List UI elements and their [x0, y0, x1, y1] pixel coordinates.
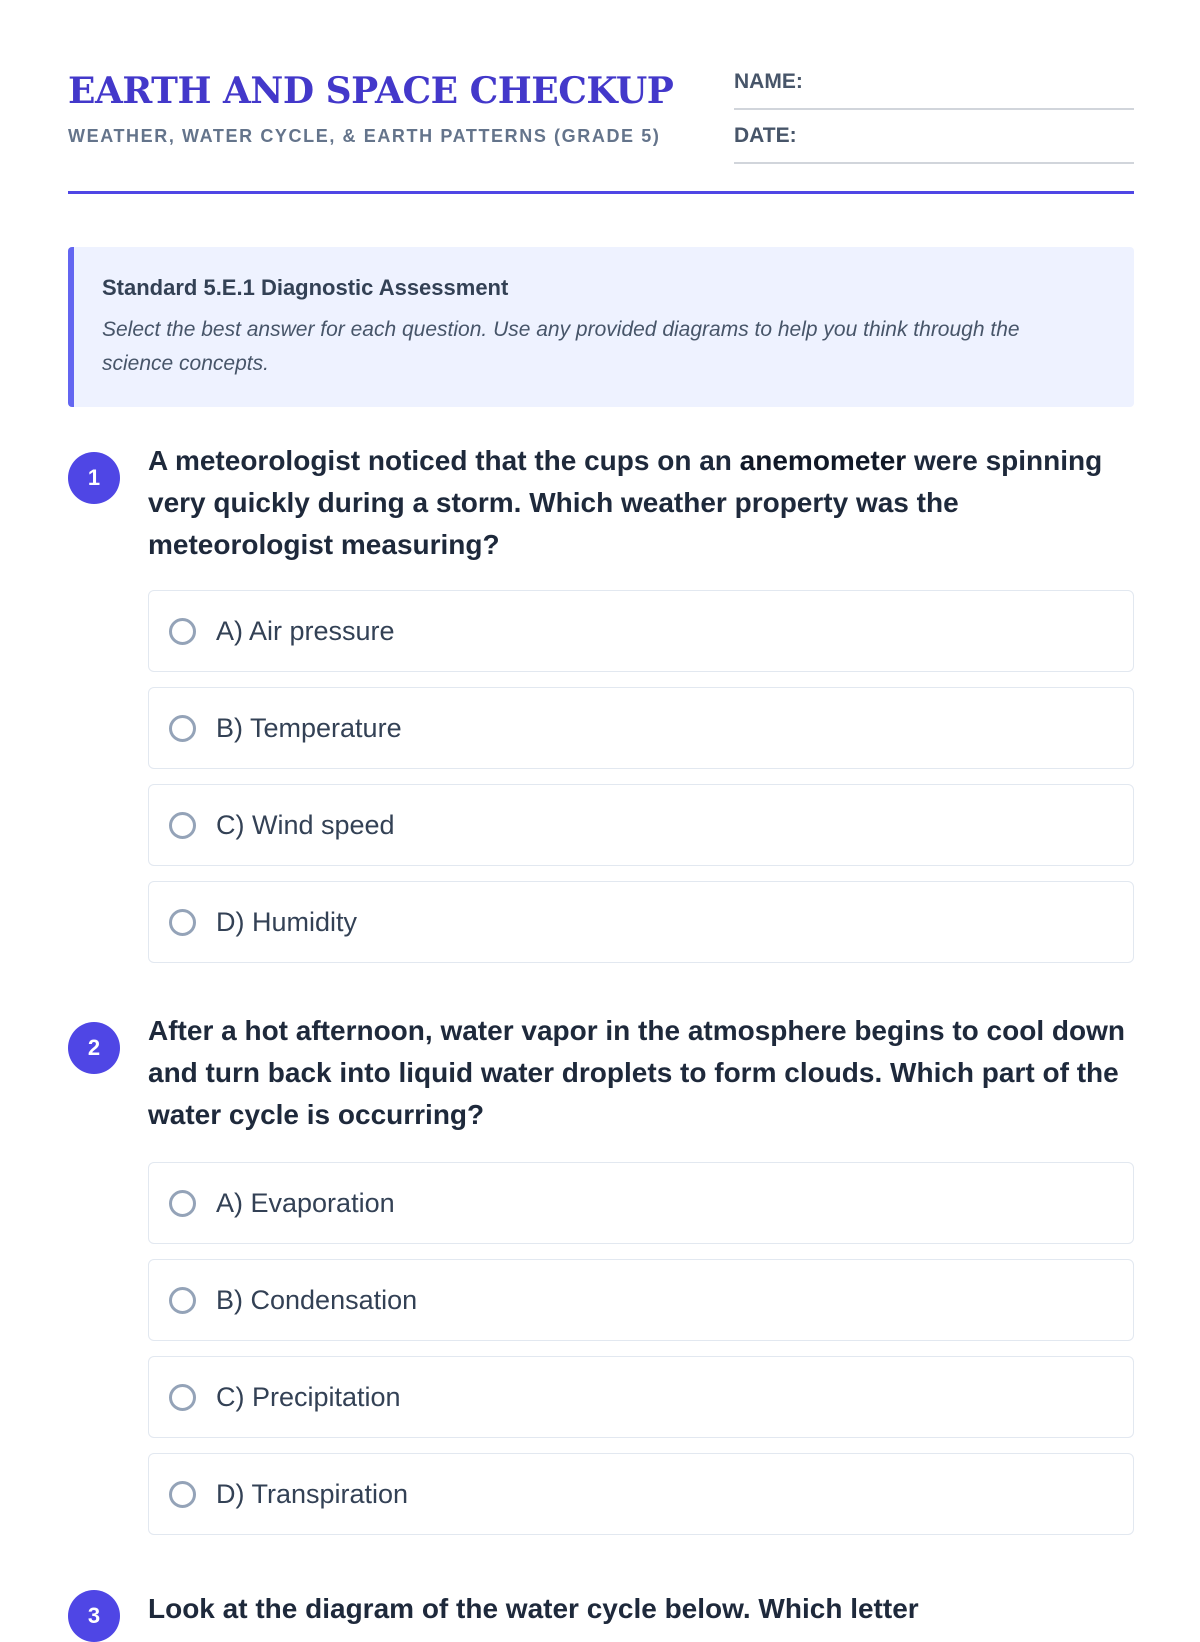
- worksheet-header: [68, 64, 1134, 194]
- radio-circle-icon[interactable]: [169, 618, 196, 645]
- name-field[interactable]: [734, 66, 1134, 110]
- option-label: C) Precipitation: [216, 1381, 401, 1412]
- radio-circle-icon[interactable]: [169, 909, 196, 936]
- question-text: After a hot afternoon, water vapor in the atmosphere begins to cool down and turn back into liquid water droplets to form clouds. Which part of the water cycle is occurring?: [148, 1015, 1125, 1130]
- question-text: [148, 440, 1134, 566]
- option-label: D) Humidity: [216, 906, 358, 937]
- answer-options: [148, 1162, 1134, 1550]
- name-label: NAME:: [734, 70, 803, 93]
- date-field[interactable]: [734, 120, 1134, 164]
- question-number-badge: 1: [68, 452, 120, 504]
- option-label: D) Transpiration: [216, 1478, 409, 1509]
- page-subtitle: WEATHER, WATER CYCLE, & EARTH PATTERNS (GRADE 5): [68, 126, 661, 146]
- answer-option-c[interactable]: [148, 1356, 1134, 1438]
- answer-option-c[interactable]: [148, 784, 1134, 866]
- radio-circle-icon[interactable]: [169, 812, 196, 839]
- option-label: A) Evaporation: [216, 1187, 395, 1218]
- question-text: Look at the diagram of the water cycle below. Which letter: [148, 1593, 919, 1624]
- answer-option-a[interactable]: [148, 1162, 1134, 1244]
- answer-options: [148, 590, 1134, 978]
- answer-option-b[interactable]: [148, 1259, 1134, 1341]
- option-label: A) Air pressure: [216, 615, 395, 646]
- radio-circle-icon[interactable]: [169, 715, 196, 742]
- radio-circle-icon[interactable]: [169, 1481, 196, 1508]
- option-label: B) Temperature: [216, 712, 402, 743]
- question-text-part: were spinning very quickly during a storm. Which weather property was the meteorologist measuring?: [148, 445, 1103, 560]
- answer-option-d[interactable]: [148, 1453, 1134, 1535]
- instructions-title: Standard 5.E.1 Diagnostic Assessment: [102, 275, 509, 300]
- question-number-badge: 2: [68, 1022, 120, 1074]
- instructions-box: [68, 247, 1134, 407]
- radio-circle-icon[interactable]: [169, 1287, 196, 1314]
- radio-circle-icon[interactable]: [169, 1384, 196, 1411]
- answer-option-a[interactable]: [148, 590, 1134, 672]
- page-title: EARTH AND SPACE CHECKUP: [68, 70, 674, 112]
- date-label: DATE:: [734, 124, 797, 147]
- option-label: B) Condensation: [216, 1284, 418, 1315]
- instructions-body: Select the best answer for each question. Use any provided diagrams to help you think through the science concepts.: [102, 318, 1020, 375]
- question-keyword: anemometer: [739, 445, 907, 476]
- option-label: C) Wind speed: [216, 809, 395, 840]
- radio-circle-icon[interactable]: [169, 1190, 196, 1217]
- answer-option-b[interactable]: [148, 687, 1134, 769]
- question-number-badge: 3: [68, 1590, 120, 1642]
- question-text-part: A meteorologist noticed that the cups on an: [148, 445, 740, 476]
- answer-option-d[interactable]: [148, 881, 1134, 963]
